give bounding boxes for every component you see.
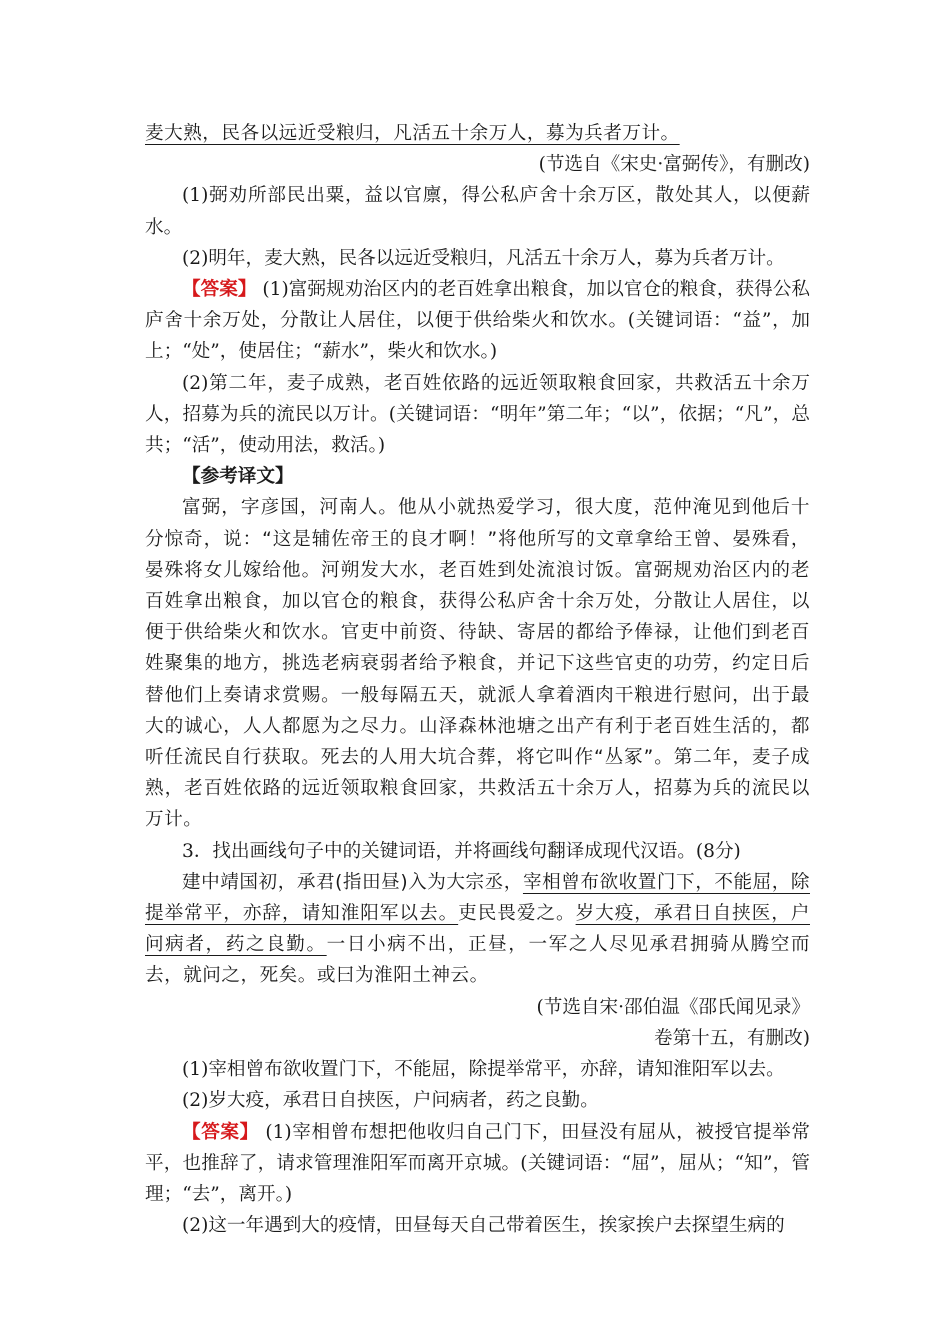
translate-item-2: (2)岁大疫，承君日自挟医，户问病者，药之良勤。: [182, 1090, 599, 1112]
answer-label: 【答案】: [182, 279, 257, 301]
underlined-sentence-1: 宰相曾布欲收置门下，不能屈，除提举常平，亦辞，请知淮阳军以去。: [145, 871, 810, 925]
reference-translation: 富弼，字彦国，河南人。他从小就热爱学习，很大度，范仲淹见到他后十分惊奇，说：“这是辅佐帝王的良才啊！”将他所写的文章拿给王曾、晏殊看，晏殊将女儿嫁给他。河朔发大水，老百姓到处流浪讨饭。富弼规劝治区内的老百姓拿出粮食，加以官仓的粮食，获得公私庐舍十余万处，分散让人居住，以便于供给柴火和饮水。官吏中前资、待缺、寄居的都给予俸禄，让他们到老百姓聚集的地方，挑选老病衰弱者给予粮食，并记下这些官吏的功劳，约定日后替他们上奏请求赏赐。一般每隔五天，就派人拿着酒肉干粮进行慰问，出于最大的诚心，人人都愿为之尽力。山泽森林池塘之出产有利于老百姓生活的，都听任流民自行获取。死去的人用大坑合葬，将它叫作“丛冢”。第二年，麦子成熟，老百姓依路的远近领取粮食回家，共救活五十余万人，招募为兵的流民以万计。: [145, 497, 810, 831]
answer-text: (1)宰相曾布想把他收归自己门下，田昼没有屈从，被授官提举常平，也推辞了，请求管理淮阳军而离开京城。(关键词语：“屈”，屈从；“知”，管理；“去”，离开。): [145, 1121, 810, 1205]
document-page: [145, 118, 810, 1241]
underlined-sentence-2: 岁大疫，承君日自挟医，户问病者，药之良勤。: [145, 903, 810, 956]
passage-text: 一日小病不出，正昼，一军之人尽见承君拥骑从腾空而去，就问之，死矣。或曰为淮阳土神云。: [145, 934, 810, 987]
source-citation-line2: 卷第十五，有删改): [653, 1027, 810, 1049]
answer-1: [145, 274, 810, 368]
answer-label: 【答案】: [182, 1121, 259, 1143]
answer-1: [145, 1117, 810, 1211]
passage-text: 建中靖国初，承君(指田昼)入为大宗丞，: [182, 871, 523, 893]
answer-2: (2)这一年遇到大的疫情，田昼每天自己带着医生，挨家挨户去探望生病的: [182, 1215, 785, 1237]
passage-tail: [145, 118, 810, 149]
translation-heading: 【参考译文】: [182, 466, 294, 488]
translate-item-2: (2)明年，麦大熟，民各以远近受粮归，凡活五十余万人，募为兵者万计。: [182, 247, 785, 269]
answer-text: (1)富弼规劝治区内的老百姓拿出粮食，加以官仓的粮食，获得公私庐舍十余万处，分散让人居住，以便于供给柴火和饮水。(关键词语：“益”，加上；“处”，使居住；“薪水”，柴火和饮水。): [145, 279, 810, 363]
passage-text: 吏民畏爱之。: [458, 903, 576, 925]
question-3-prompt: 3．找出画线句子中的关键词语，并将画线句翻译成现代汉语。(8分): [182, 840, 741, 862]
source-citation-line1: (节选自宋·邵伯温《邵氏闻见录》: [536, 996, 810, 1018]
underlined-sentence: 麦大熟，民各以远近受粮归，凡活五十余万人，募为兵者万计。: [145, 123, 680, 144]
question-3-passage: [145, 867, 810, 992]
answer-2: (2)第二年，麦子成熟，老百姓依路的远近领取粮食回家，共救活五十余万人，招募为兵的流民以万计。(关键词语：“明年”第二年；“以”，依据；“凡”，总共；“活”，使动用法，救活。): [145, 372, 810, 457]
translate-item-1: (1)宰相曾布欲收置门下，不能屈，除提举常平，亦辞，请知淮阳军以去。: [182, 1059, 785, 1081]
source-citation: (节选自《宋史·富弼传》，有删改): [538, 154, 810, 176]
translate-item-1: (1)弼劝所部民出粟，益以官廪，得公私庐舍十余万区，散处其人，以便薪水。: [145, 185, 810, 238]
